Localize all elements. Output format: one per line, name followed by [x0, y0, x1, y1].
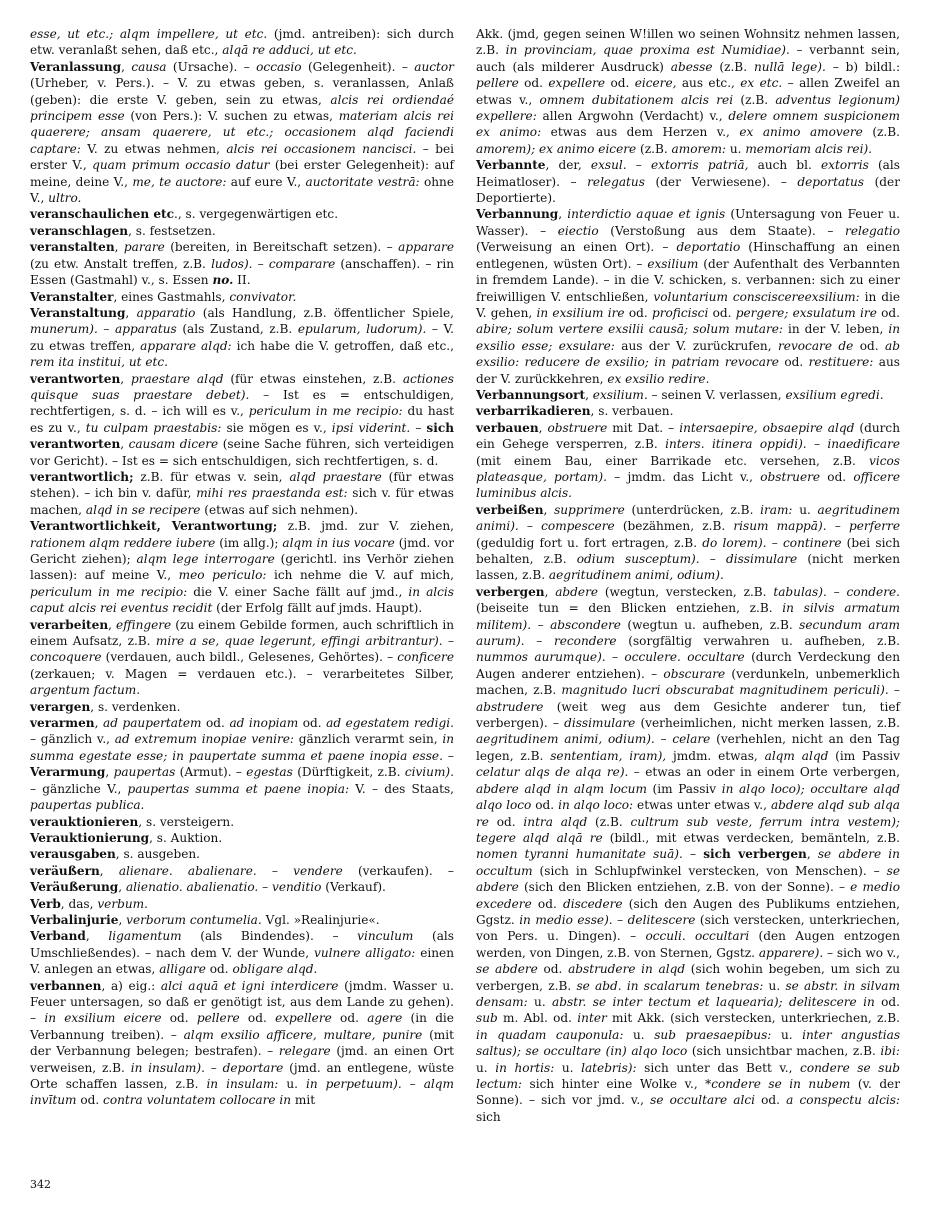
dictionary-entry: verbeißen, supprimere (unterdrücken, z.B. iram: u. aegritudinem animi). – compescere (bezähmen, z.B. risum mappā). – perferre (geduldig fort u. fort ertragen, z.B. do lorem). – continere (bei sich behalten, z.B. odium susceptum). – dissimulare (nicht merken lassen, z.B. aegritudinem animi, odium). — [476, 502, 900, 583]
dictionary-page — [30, 26, 912, 1186]
dictionary-entry: Verbannte, der, exsul. – extorris patriā, auch bl. extorris (als Heimatloser). – relegatus (der Verwiesene). – deportatus (der Deportierte). — [476, 158, 900, 206]
dictionary-entry: verarmen, ad paupertatem od. ad inopiam od. ad egestatem redigi. – gänzlich v., ad extremum inopiae venire: gänzlich verarmt sein, in summa egestate esse; in paupertate summa et paene inopia esse. – Verarmung, paupertas (Armut). – egestas (Dürftigkeit, z.B. civium). – gänzliche V., paupertas summa et paene inopia: V. – des Staats, paupertas publica. — [30, 716, 455, 813]
dictionary-entry: Verband, ligamentum (als Bindendes). – vinculum (als Umschließendes). – nach dem V. der Wunde, vulnere alligato: einen V. anlegen an etwas, alligare od. obligare alqd. — [30, 929, 454, 977]
dictionary-entry: verauktionieren, s. versteigern. — [30, 814, 235, 829]
dictionary-entry: Verbalinjurie, verborum contumelia. Vgl. »Realinjurie«. — [30, 912, 380, 927]
dictionary-entry: Verb, das, verbum. — [30, 896, 148, 911]
dictionary-entry: verbauen, obstruere mit Dat. – intersaepire, obsaepire alqd (durch ein Gehege versperren, z.B. inters. itinera oppidi). – inaedificare (mit einem Bau, einer Barrikade etc. versehen, z.B. vicos plateasque, portam). – jmdm. das Licht v., obstruere od. officere luminibus alcis. — [476, 420, 901, 501]
dictionary-entry: Verauktionierung, s. Auktion. — [30, 830, 223, 845]
dictionary-entry: veranschlagen, s. festsetzen. — [30, 223, 216, 238]
dictionary-entry: Verantwortlichkeit, Verantwortung; z.B. jmd. zur V. ziehen, rationem alqm reddere iubere (im allg.); alqm in ius vocare (jmd. vor Gericht ziehen); alqm lege interrogare (gerichtl. ins Verhör ziehen lassen): auf meine V., meo periculo: ich nehme die V. auf mich, periculum in me recipio: die V. einer Sache fällt auf jmd., in alcis caput alcis rei eventus recidit (der Erfolg fällt auf jmds. Haupt). — [30, 519, 455, 616]
dictionary-entry: verbarrikadieren, s. verbauen. — [476, 404, 674, 419]
dictionary-entry: Veranstalter, eines Gastmahls, convivator. — [30, 289, 297, 304]
dictionary-entry: Veranstaltung, apparatio (als Handlung, z.B. öffentlicher Spiele, munerum). – apparatus (als Zustand, z.B. epularum, ludorum). – V. zu etwas treffen, apparare alqd: ich habe die V. getroffen, daß etc., rem ita institui, ut etc. — [30, 305, 454, 370]
dictionary-entry: Akk. (jmd, gegen seinen W!illen wo seinen Wohnsitz nehmen lassen, z.B. in provinciam, quae proxima est Numidiae). – verbannt sein, auch (als milderer Ausdruck) abesse (z.B. nullā lege). – b) bildl.: pellere od. expellere od. eicere, aus etc., ex etc. – allen Zweifel an etwas v., omnem dubitationem alcis rei (z.B. adventus legionum) expellere: allen Argwohn (Verdacht) v., delere omnem suspicionem ex animo: etwas aus dem Herzen v., ex animo amovere (z.B. amorem); ex animo eicere (z.B. amorem: u. memoriam alcis rei). — [476, 27, 901, 156]
dictionary-entry: verantworten, praestare alqd (für etwas einstehen, z.B. actiones quisque suas praestare debet). – Ist es = entschuldigen, rechtfertigen, s. d. – ich will es v., periculum in me recipio: du hast es zu v., tu culpam praestabis: sie mögen es v., ipsi viderint. – sich verantworten, causam dicere (seine Sache führen, sich verteidigen vor Gericht). – Ist es = sich entschuldigen, sich rechtfertigen, s. d. — [30, 371, 455, 468]
dictionary-entry: verargen, s. verdenken. — [30, 699, 181, 714]
right-column — [476, 26, 900, 1125]
dictionary-entry: veräußern, alienare. abalienare. – vendere (verkaufen). – Veräußerung, alienatio. abalienatio. – venditio (Verkauf). — [30, 863, 454, 895]
dictionary-entry: esse, ut etc.; alqm impellere, ut etc. (jmd. antreiben): sich durch etw. veranlaßt sehen, daß etc., alqā re adduci, ut etc. — [30, 27, 454, 58]
left-column — [30, 26, 454, 1109]
dictionary-entry: verausgaben, s. ausgeben. — [30, 847, 201, 862]
dictionary-entry: verarbeiten, effingere (zu einem Gebilde formen, auch schriftlich in einem Aufsatz, z.B. mire a se, quae legerunt, effingi arbitrantur). – concoquere (verdauen, auch bildl., Gelesenes, Gehörtes). – conficere (zerkauen; v. Magen = verdauen etc.). – verarbeitetes Silber, argentum factum. — [30, 617, 454, 698]
dictionary-entry: Verbannungsort, exsilium. – seinen V. verlassen, exsilium egredi. — [476, 387, 884, 402]
dictionary-entry: verbannen, a) eig.: alci aquā et igni interdicere (jmdm. Wasser u. Feuer untersagen, so daß er genötigt ist, aus dem Lande zu gehen). – in exsilium eicere od. pellere od. expellere od. agere (in die Verbannung treiben). – alqm exsilio afficere, multare, punire (mit der Verbannung belegen; bestrafen). – relegare (jmd. an einen Ort verweisen, z.B. in insulam). – deportare (jmd. an entlegene, wüste Orte schaffen lassen, z.B. in insulam: u. in perpetuum). – alqm invītum od. contra voluntatem collocare in mit — [30, 978, 454, 1108]
dictionary-entry: veranschaulichen etc., s. vergegenwärtigen etc. — [30, 207, 339, 222]
dictionary-entry: Verbannung, interdictio aquae et ignis (Untersagung von Feuer u. Wasser). – eiectio (Verstoßung aus dem Staate). – relegatio (Verweisung an einen Ort). – deportatio (Hinschaffung an einen entlegenen, wüsten Ort). – exsilium (der Aufenthalt des Verbannten in fremdem Lande). – in die V. schicken, s. verbannen: sich zu einer freiwilligen V. entschließen, voluntarium consciscereexsilium: in die V. gehen, in exsilium ire od. proficisci od. pergere; exsulatum ire od. abire; solum vertere exsilii causā; solum mutare: in der V. leben, in exsilio esse; exsulare: aus der V. zurückrufen, revocare de od. ab exsilio: reducere de exsilio; in patriam revocare od. restituere: aus der V. zurückkehren, ex exsilio redire. — [476, 207, 901, 386]
page-number: 342 — [30, 1178, 51, 1191]
dictionary-entry: Veranlassung, causa (Ursache). – occasio (Gelegenheit). – auctor (Urheber, v. Pers.). – V. zu etwas geben, s. veranlassen, Anlaß (geben): die erste V. geben, sein zu etwas, alcis rei ordiendaé principem esse (von Pers.): V. suchen zu etwas, materiam alcis rei quaerere; ansam quaerere, ut etc.; occasionem alqd faciendi captare: V. zu etwas nehmen, alcis rei occasionem nancisci. – bei erster V., quam primum occasio datur (bei erster Gelegenheit): auf meine, deine V., me, te auctore: auf eure V., auctoritate vestrā: ohne V., ultro. — [30, 59, 454, 206]
dictionary-entry: verantwortlich; z.B. für etwas v. sein, alqd praestare (für etwas stehen). – ich bin v. dafür, mihi res praestanda est: sich v. für etwas machen, alqd in se recipere (etwas auf sich nehmen). — [30, 469, 455, 517]
dictionary-entry: veranstalten, parare (bereiten, in Bereitschaft setzen). – apparare (zu etw. Anstalt treffen, z.B. ludos). – comparare (anschaffen). – rin Essen (Gastmahl) v., s. Essen no. II. — [30, 240, 454, 288]
dictionary-entry: verbergen, abdere (wegtun, verstecken, z.B. tabulas). – condere. (beiseite tun = den Blicken entziehen, z.B. in silvis armatum militem). – abscondere (wegtun u. aufheben, z.B. secundum aram aurum). – recondere (sorgfältig verwahren u. aufheben, z.B. nummos aurumque). – occulere. occultare (durch Verdeckung den Augen anderer entziehen). – obscurare (verdunkeln, unbemerklich machen, z.B. magnitudo lucri obscurabat magnitudinem periculi). – abstrudere (weit weg aus dem Gesichte anderer tun, tief verbergen). – dissimulare (verheimlichen, nicht merken lassen, z.B. aegritudinem animi, odium). – celare (verhehlen, nicht an den Tag legen, z.B. sententiam, iram), jmdm. etwas, alqm alqd (im Passiv celatur alqs de alqa re). – etwas an oder in einem Orte verbergen, abdere alqd in alqm locum (im Passiv in alqo loco); occultare alqd alqo loco od. in alqo loco: etwas unter etwas v., abdere alqd sub alqa re od. intra alqd (z.B. cultrum sub veste, ferrum intra vestem); tegere alqd alqā re (bildl., mit etwas verdecken, bemänteln, z.B. nomen tyranni humanitate suā). – sich verbergen, se abdere in occultum (sich in Schlupfwinkel verstecken, von Menschen). – se abdere (sich den Blicken entziehen, z.B. von der Sonne). – e medio excedere od. discedere (sich den Augen des Publikums entziehen, Ggstz. in medio esse). – delitescere (sich verstecken, unterkriechen, von Pers. u. Dingen). – occuli. occultari (den Augen entzogen werden, von Dingen, z.B. von Sternen, Ggstz. apparere). – sich wo v., se abdere od. abstrudere in alqd (sich wohin begeben, um sich zu verbergen, z.B. se abd. in scalarum tenebras: u. se abstr. in silvam densam: u. abstr. se inter tectum et laquearia); delitescere in od. sub m. Abl. od. inter mit Akk. (sich verstecken, unterkriechen, z.B. in quadam cauponula: u. sub praesaepibus: u. inter angustias saltus); se occultare (in) alqo loco (sich unsichtbar machen, z.B. ibi: u. in hortis: u. latebris): sich unter das Bett v., condere se sub lectum: sich hinter eine Wolke v., *condere se in nubem (v. der Sonne). – sich vor jmd. v., se occultare alci od. a conspectu alcis: sich — [476, 584, 901, 1124]
